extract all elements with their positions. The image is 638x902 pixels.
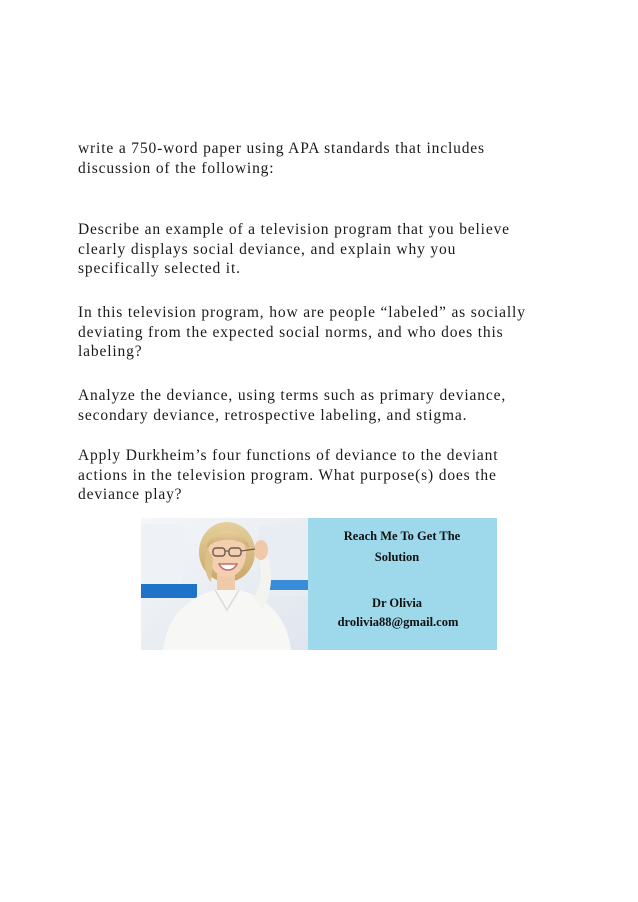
contact-panel: [308, 518, 497, 650]
assignment-intro: write a 750-word paper using APA standards that includes discussion of the following:: [78, 140, 485, 177]
banner-headline-line1: Reach Me To Get The: [343, 529, 461, 543]
question-4: Apply Durkheim’s four functions of deviance to the deviant actions in the television program. What purpose(s) does the deviance play?: [78, 447, 499, 504]
banner-headline-line2: Solution: [374, 550, 420, 564]
contact-banner: [141, 518, 497, 650]
question-1: Describe an example of a television program that you believe clearly displays social deviance, and explain why you specifically selected it.: [78, 221, 510, 278]
tutor-name: Dr Olivia: [371, 596, 423, 610]
question-2: In this television program, how are people “labeled” as socially deviating from the expected social norms, and who does this labeling?: [78, 304, 526, 361]
tutor-photo: [141, 518, 308, 650]
tutor-email: drolivia88@gmail.com: [337, 615, 459, 629]
question-3: Analyze the deviance, using terms such as primary deviance, secondary deviance, retrospective labeling, and stigma.: [78, 387, 507, 424]
